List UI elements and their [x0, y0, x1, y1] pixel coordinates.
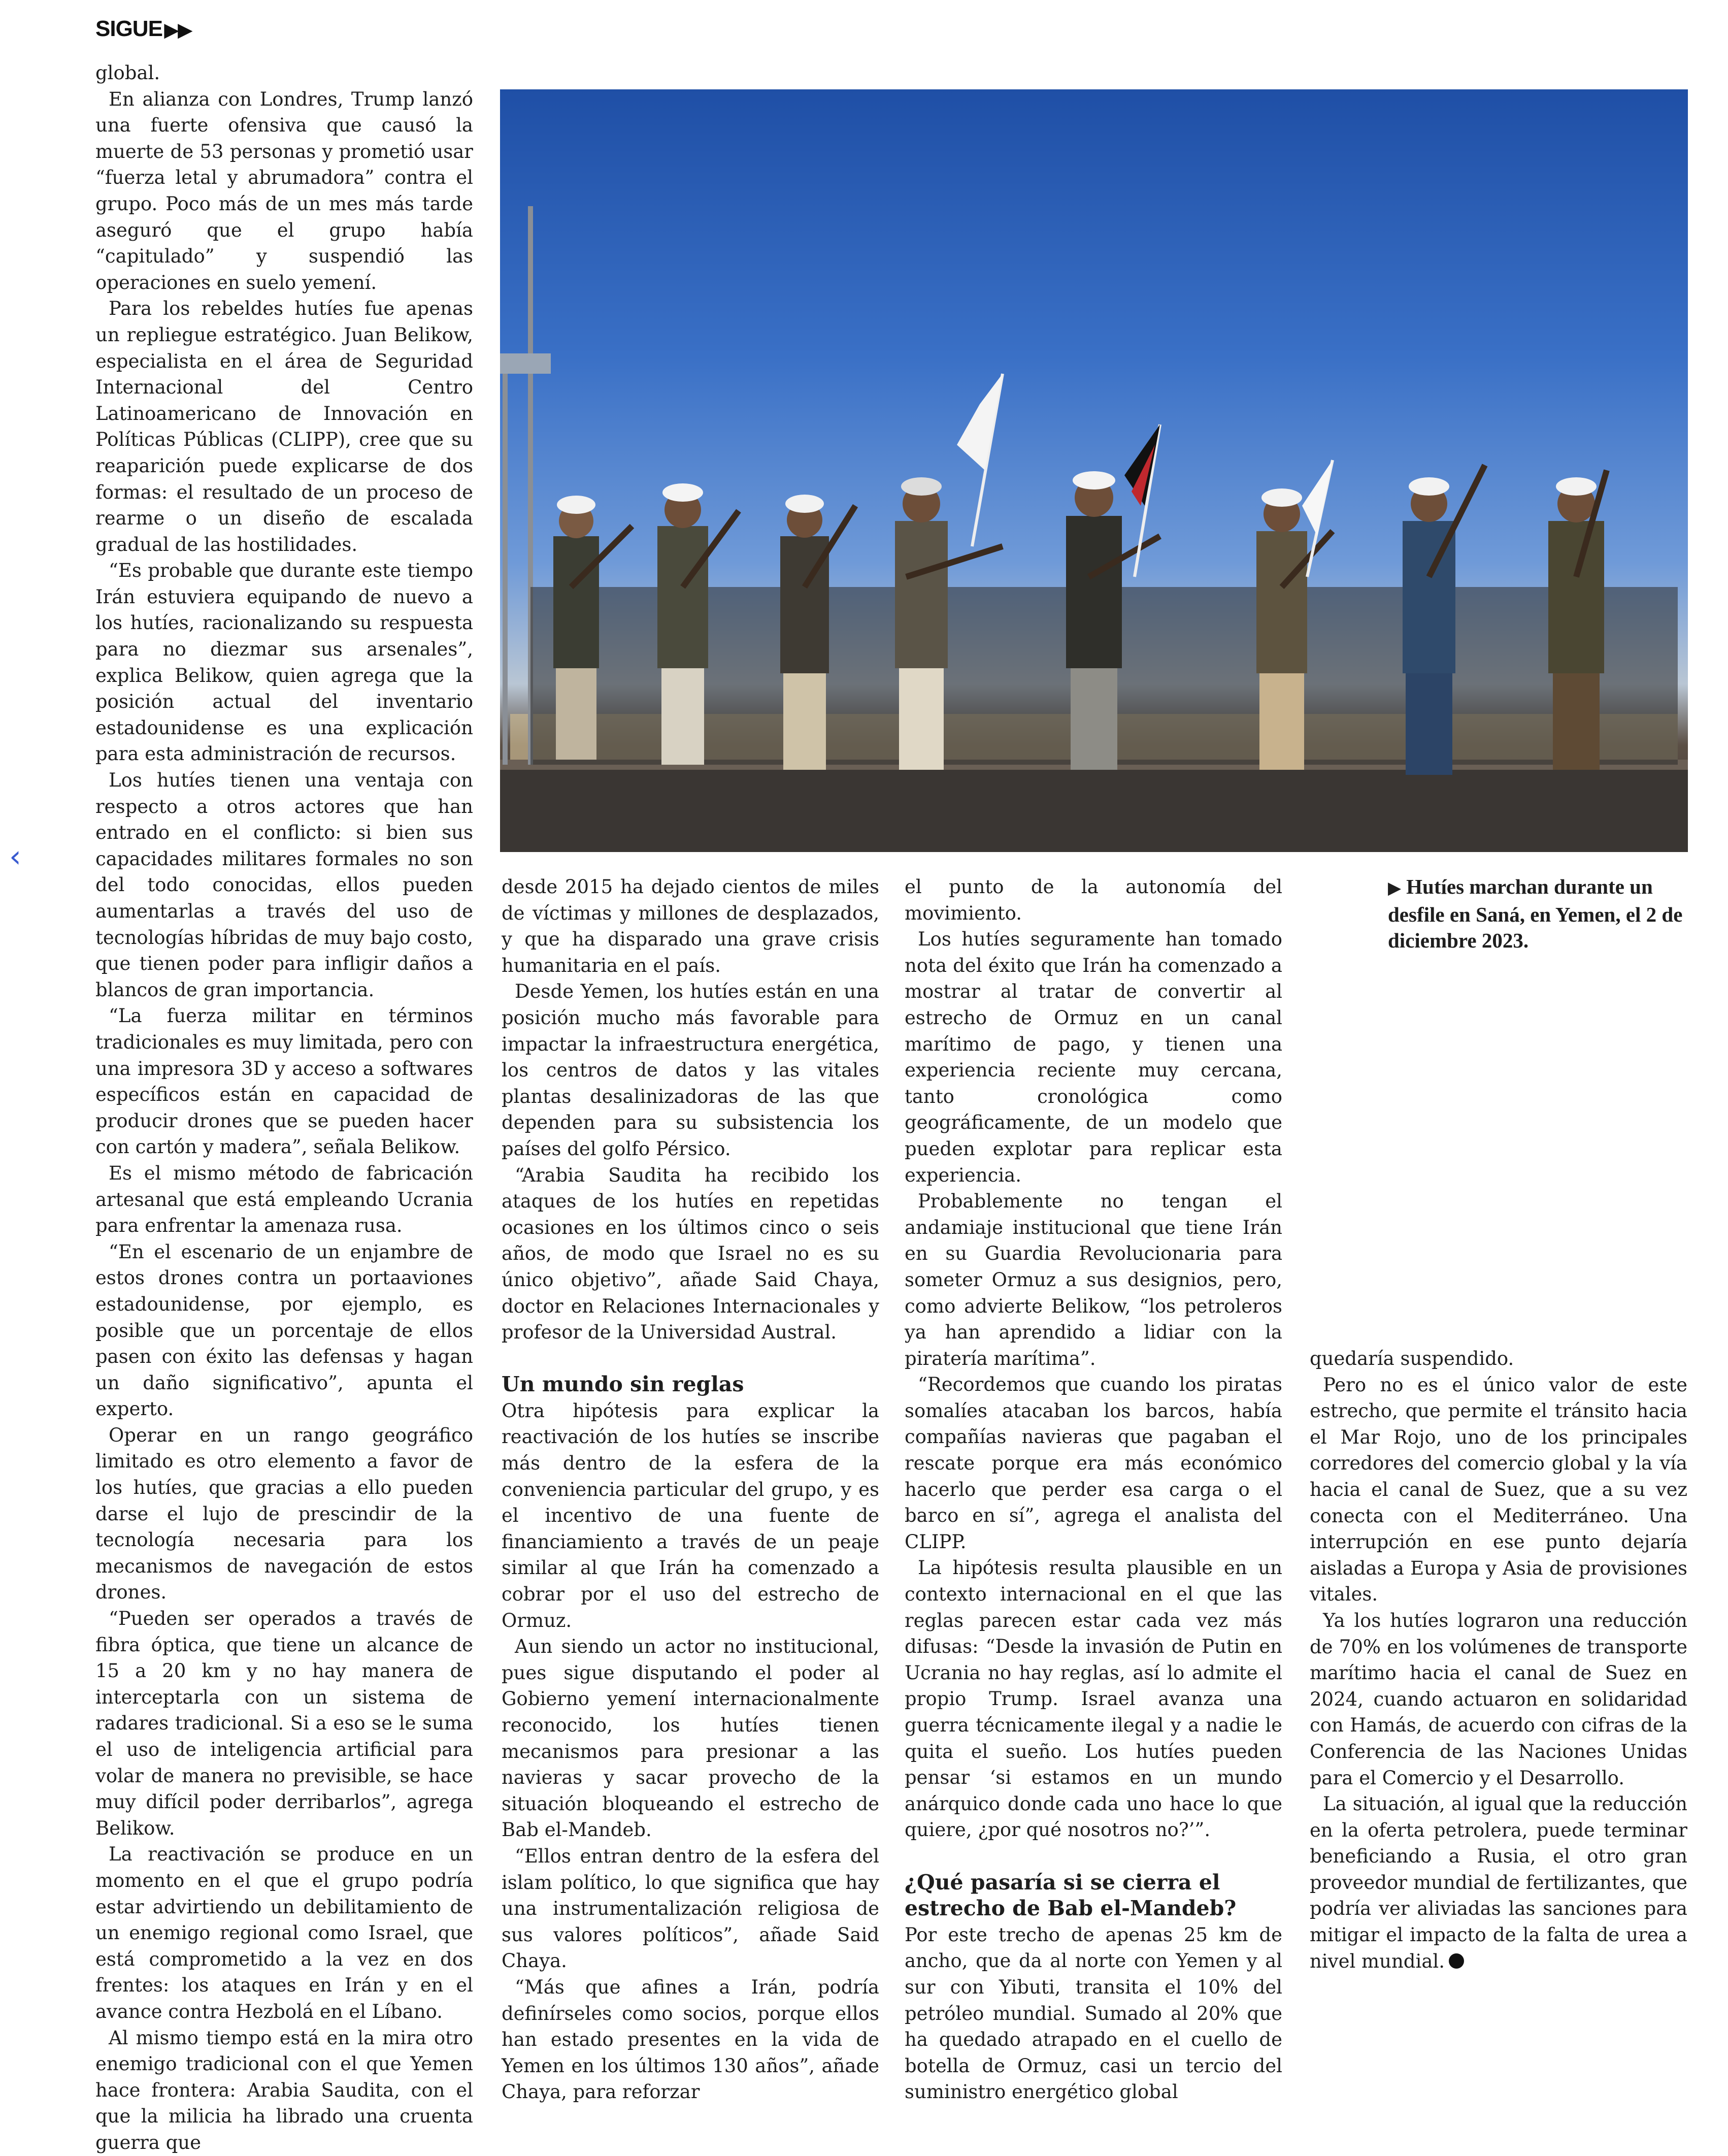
- paragraph: Otra hipótesis para explicar la reactivación de los hutíes se inscribe más dentro de la esfera de la conveniencia particular del grupo, y es el incentivo de una fuente de financiamiento a través de un peaje similar al que Irán ha comenzado a cobrar por el uso del estrecho de Ormuz.: [502, 1399, 879, 1631]
- chevron-left-icon[interactable]: ‹: [9, 839, 21, 874]
- paragraph: Aun siendo un actor no institucional, pues sigue disputando el poder al Gobierno yemení internacionalmente reconocido, los hutíes tienen mecanismos para presionar a las navieras y sacar provecho de la situación bloqueando el estrecho de Bab el-Mandeb.: [502, 1636, 879, 1841]
- paragraph: “Recordemos que cuando los piratas somalíes atacaban los barcos, había compañías navieras que pagaban el rescate porque era más económico hacerlo que perder esa carga o el barco en sí”, agrega el analista del CLIPP.: [905, 1374, 1282, 1553]
- paragraph-last: [1310, 1791, 1687, 1974]
- triangle-right-icon: ▶: [1388, 879, 1402, 898]
- paragraph: Operar en un rango geográfico limitado es otro elemento a favor de los hutíes, que gracias a ello pueden darse el lujo de prescindir de la tecnología necesaria para los mecanismos de navegación de estos drones.: [95, 1424, 473, 1604]
- paragraph: Al mismo tiempo está en la mira otro enemigo tradicional con el que Yemen hace frontera: Arabia Saudita, con el que la milicia ha librado una cruenta guerra que: [95, 2027, 473, 2153]
- paragraph: “Ellos entran dentro de la esfera del islam político, lo que significa que hay una instrumentalización religiosa de sus valores políticos”, añade Said Chaya.: [502, 1845, 879, 1972]
- double-triangle-right-icon: ▶▶: [164, 19, 192, 40]
- section-kicker: [95, 16, 191, 42]
- paragraph: el punto de la autonomía del movimiento.: [905, 876, 1282, 924]
- parade-photo: [500, 89, 1688, 852]
- paragraph: La reactivación se produce en un momento en el que el grupo podría estar advirtiendo un debilitamiento de un enemigo regional como Israel, que está comprometido a la vez en dos frentes: los ataques en Irán y en el avance contra Hezbolá en el Líbano.: [95, 1843, 473, 2022]
- paragraph: En alianza con Londres, Trump lanzó una fuerte ofensiva que causó la muerte de 53 personas y prometió usar “fuerza letal y abrumadora” contra el grupo. Poco más de un mes más tarde aseguró que el grupo había “capitulado” y suspendió las operaciones en suelo yemení.: [95, 88, 473, 293]
- paragraph-text: La situación, al igual que la reducción en la oferta petrolera, puede terminar beneficiando a Rusia, el otro gran proveedor mundial de fertilizantes, que podría ver aliviadas las sanciones para mitigar el impacto de la falta de urea a nivel mundial.: [1310, 1793, 1687, 1972]
- photo-caption: [1388, 874, 1687, 954]
- paragraph: quedaría suspendido.: [1310, 1348, 1514, 1369]
- end-of-article-dot-icon: [1449, 1953, 1464, 1969]
- paragraph: Es el mismo método de fabricación artesanal que está empleando Ucrania para enfrentar la amenaza rusa.: [95, 1162, 473, 1237]
- parade-illustration: [500, 89, 1688, 852]
- paragraph: global.: [95, 62, 160, 84]
- paragraph: “En el escenario de un enjambre de estos drones contra un portaaviones estadounidense, por ejemplo, es posible que un porcentaje de ellos pasen con éxito las defensas y hagan un daño significativo”, apunta el experto.: [95, 1240, 473, 1420]
- paragraph: “Arabia Saudita ha recibido los ataques de los hutíes en repetidas ocasiones en los últimos cinco o seis años, de modo que Israel no es su único objetivo”, añade Said Chaya, doctor en Relaciones Internacionales y profesor de la Universidad Austral.: [502, 1164, 879, 1344]
- paragraph: Los hutíes tienen una ventaja con respecto a otros actores que han entrado en el conflicto: si bien sus capacidades militares formales no son del todo conocidas, ellos pueden aumentarlas a través del uso de tecnologías híbridas de muy bajo costo, que tienen poder para infligir daños a blancos de gran importancia.: [95, 769, 473, 1001]
- article-column-2: [502, 874, 879, 2105]
- article-column-3: [905, 874, 1282, 2105]
- paragraph: Los hutíes seguramente han tomado nota del éxito que Irán ha comenzado a mostrar al tratar de convertir al estrecho de Ormuz en un canal marítimo de pago, y tienen una experiencia reciente muy cercana, tanto cronológica como geográficamente, de un modelo que pueden explotar para replicar esta experiencia.: [905, 928, 1282, 1186]
- paragraph: “La fuerza militar en términos tradicionales es muy limitada, pero con una impresora 3D y acceso a softwares específicos están en capacidad de producir drones que se pueden hacer con cartón y madera”, señala Belikow.: [95, 1005, 473, 1158]
- paragraph: Desde Yemen, los hutíes están en una posición mucho más favorable para impactar la infraestructura energética, los centros de datos y las vitales plantas desalinizadoras de las que dependen para su subsistencia los países del golfo Pérsico.: [502, 981, 879, 1160]
- section-heading: ¿Qué pasaría si se cierra el estrecho de Bab el-Mandeb?: [905, 1870, 1237, 1921]
- paragraph: Para los rebeldes hutíes fue apenas un repliegue estratégico. Juan Belikow, especialista en el área de Seguridad Internacional del Centro Latinoamericano de Innovación en Políticas Públicas (CLIPP), cree que su reaparición puede explicarse de dos formas: el resultado de un proceso de rearme o un diseño de escalada gradual de las hostilidades.: [95, 298, 473, 556]
- article-column-4: [1310, 1346, 1687, 1974]
- kicker-label: SIGUE: [95, 16, 162, 41]
- paragraph: Probablemente no tengan el andamiaje institucional que tiene Irán en su Guardia Revolucionaria para someter Ormuz a sus designios, pero, como advierte Belikow, “los petroleros ya han aprendido a lidiar con la piratería marítima”.: [905, 1190, 1282, 1369]
- paragraph: Pero no es el único valor de este estrecho, que permite el tránsito hacia el Mar Rojo, uno de los principales corredores del comercio global y la vía hacia el canal de Suez, que a su vez conecta con el Mediterráneo. Una interrupción en ese punto dejaría aisladas a Europa y Asia de provisiones vitales.: [1310, 1374, 1687, 1606]
- paragraph: Por este trecho de apenas 25 km de ancho, que da al norte con Yemen y al sur con Yibuti, transita el 10% del petróleo mundial. Sumado al 20% que ha quedado atrapado en el cuello de botella de Ormuz, casi un tercio del suministro energético global: [905, 1923, 1282, 2103]
- article-column-1: [95, 60, 473, 2156]
- paragraph: “Es probable que durante este tiempo Irán estuviera equipando de nuevo a los hutíes, racionalizando su respuesta para no diezmar sus arsenales”, explica Belikow, quien agrega que la posición actual del inventario estadounidense es una explicación para esta administración de recursos.: [95, 560, 473, 765]
- section-heading: Un mundo sin reglas: [502, 1372, 744, 1397]
- paragraph: “Pueden ser operados a través de fibra óptica, que tiene un alcance de 15 a 20 km y no hay manera de interceptarla con un sistema de radares tradicional. Si a eso se le suma el uso de inteligencia artificial para volar de manera no previsible, se hace muy difícil poder derribarlos”, agrega Belikow.: [95, 1608, 473, 1839]
- paragraph: desde 2015 ha dejado cientos de miles de víctimas y millones de desplazados, y que ha disparado una grave crisis humanitaria en el país.: [502, 876, 879, 976]
- paragraph: Ya los hutíes lograron una reducción de 70% en los volúmenes de transporte marítimo hacia el canal de Suez en 2024, cuando actuaron en solidaridad con Hamás, de acuerdo con cifras de la Conferencia de las Naciones Unidas para el Comercio y el Desarrollo.: [1310, 1609, 1687, 1789]
- paragraph: “Más que afines a Irán, podría definírseles como socios, porque ellos han estado presentes en la vida de Yemen en los últimos 130 años”, añade Chaya, para reforzar: [502, 1976, 879, 2103]
- caption-text: Hutíes marchan durante un desfile en Saná, en Yemen, el 2 de diciembre 2023.: [1388, 875, 1683, 953]
- paragraph: La hipótesis resulta plausible en un contexto internacional en el que las reglas parecen estar cada vez más difusas: “Desde la invasión de Putin en Ucrania no hay reglas, así lo admite el propio Trump. Israel avanza una guerra técnicamente ilegal y a nadie le quita el sueño. Los hutíes pueden pensar ‘si estamos en un mundo anárquico donde cada uno hace lo que quiere, ¿por qué nosotros no?’”.: [905, 1557, 1282, 1841]
